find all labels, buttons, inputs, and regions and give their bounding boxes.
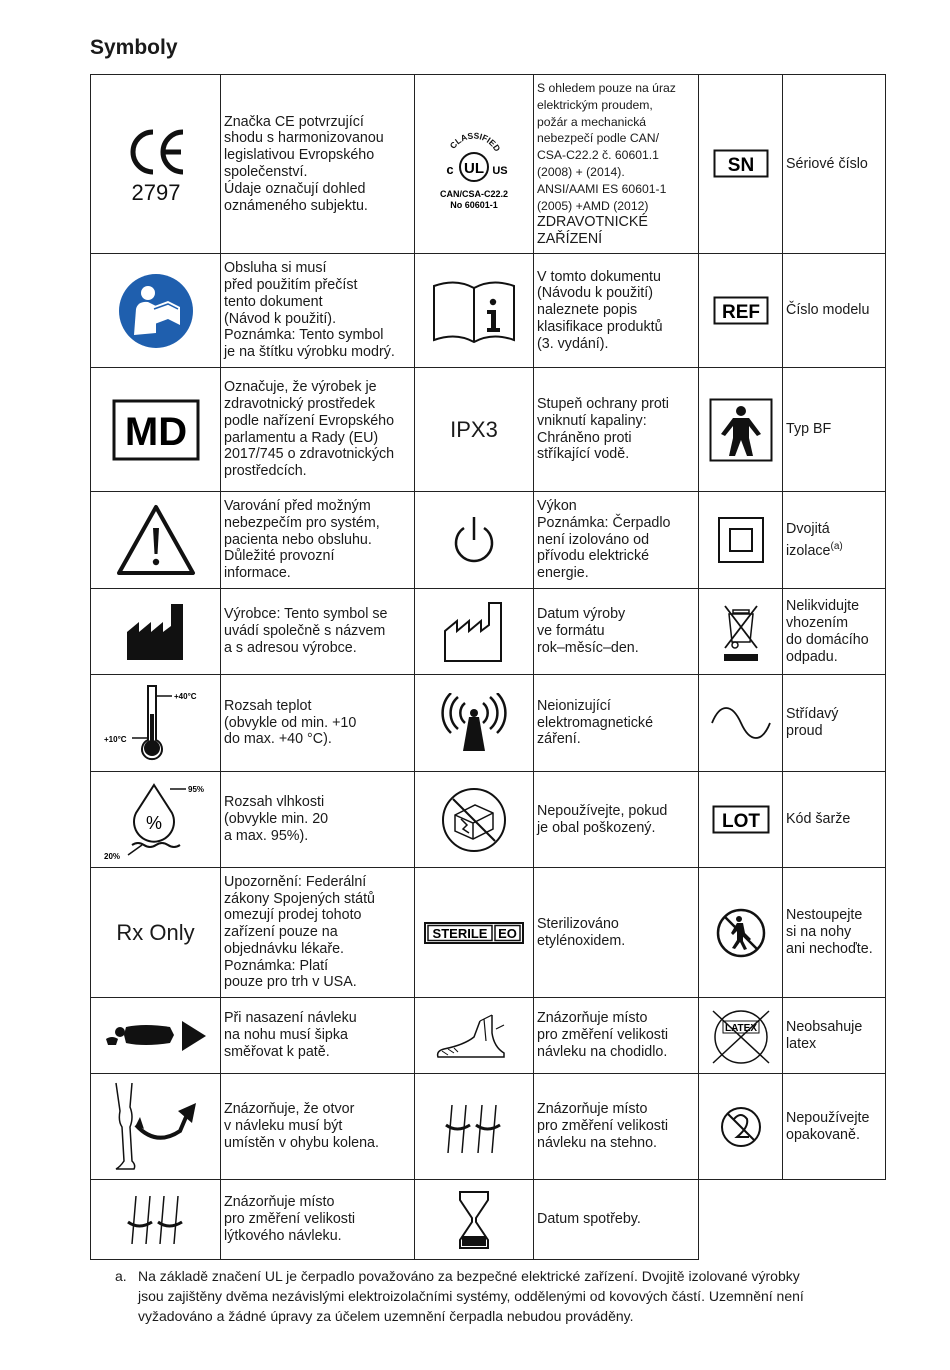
read-manual-icon xyxy=(118,273,194,349)
ref-cell xyxy=(699,254,783,368)
temperature-cell xyxy=(91,675,221,772)
temperature-range-icon xyxy=(104,684,208,762)
table-row xyxy=(91,772,886,868)
do-not-reuse-icon xyxy=(719,1105,763,1149)
radiation-cell xyxy=(415,675,534,772)
svg-text:REF: REF xyxy=(721,301,760,323)
svg-text:+40°C: +40°C xyxy=(173,692,197,701)
svg-text:c: c xyxy=(446,161,454,177)
info-book-icon xyxy=(431,278,517,344)
table-row xyxy=(91,589,886,675)
warning-cell xyxy=(91,492,221,589)
desc-cell: Stupeň ochrany proti vniknutí kapaliny: Chráněno proti stříkající vodě. xyxy=(534,368,699,492)
no-latex-icon xyxy=(709,1007,773,1065)
no-latex-cell xyxy=(699,998,783,1074)
desc-cell: Střídavý proud xyxy=(783,675,886,772)
table-row xyxy=(91,675,886,772)
svg-text:CLASSIFIED: CLASSIFIED xyxy=(447,129,503,153)
svg-text:UL: UL xyxy=(464,159,484,177)
foot-measure-icon xyxy=(434,1011,514,1061)
type-bf-icon xyxy=(709,398,773,462)
table-row xyxy=(91,75,886,254)
knee-opening-icon xyxy=(106,1081,206,1173)
double-insulation-icon xyxy=(717,516,765,564)
desc-cell: Znázorňuje místo pro změření velikosti návleku na chodidlo. xyxy=(534,998,699,1074)
damaged-package-cell xyxy=(415,772,534,868)
desc-cell: Nepoužívejte, pokud je obal poškozený. xyxy=(534,772,699,868)
ul-cell xyxy=(415,75,534,254)
power-cell xyxy=(415,492,534,589)
ce-cell xyxy=(91,75,221,254)
manufacturer-cell xyxy=(91,589,221,675)
svg-text:LOT: LOT xyxy=(721,810,760,832)
desc-cell: Nelikvidujte vhozením do domácího odpadu. xyxy=(783,589,886,675)
desc-cell: Znázorňuje místo pro změření velikosti návleku na stehno. xyxy=(534,1074,699,1180)
power-icon xyxy=(450,514,498,566)
desc-cell: Kód šarže xyxy=(783,772,886,868)
damaged-package-icon xyxy=(441,787,507,853)
desc-cell: Rozsah teplot (obvykle od min. +10 do max. +40 °C). xyxy=(221,675,415,772)
svg-text:US: US xyxy=(492,164,508,177)
desc-cell: Dvojitá izolace$^{(a)}$ xyxy=(783,492,886,589)
humidity-range-icon xyxy=(102,779,210,861)
weee-cell xyxy=(699,589,783,675)
rx-cell xyxy=(91,868,221,998)
desc-cell: Značka CE potvrzující shodu s harmonizovanou legislativou Evropského společenství. Údaje označují dohled oznámeného subjektu. xyxy=(221,75,415,254)
calf-cell xyxy=(91,1180,221,1260)
no-standing-cell xyxy=(699,868,783,998)
ce-mark-icon xyxy=(121,124,191,204)
date-manufacture-cell xyxy=(415,589,534,675)
table-row xyxy=(91,868,886,998)
svg-text:20%: 20% xyxy=(103,851,120,861)
ac-cell xyxy=(699,675,783,772)
page-title: Symboly xyxy=(90,36,178,59)
desc-cell: Při nasazení návleku na nohu musí šipka směřovat k patě. xyxy=(221,998,415,1074)
desc-cell: Obsluha si musí před použitím přečíst tento dokument (Návod k použití). Poznámka: Tento symbol je na štítku výrobku modrý. xyxy=(221,254,415,368)
svg-text:MD: MD xyxy=(124,409,187,454)
ref-icon xyxy=(713,296,769,326)
desc-cell: Rozsah vlhkosti (obvykle min. 20 a max. 95%). xyxy=(221,772,415,868)
desc-cell: Číslo modelu xyxy=(783,254,886,368)
type-bf-cell xyxy=(699,368,783,492)
desc-cell: S ohledem pouze na úraz elektrickým proudem, požár a mechanická nebezpečí podle CAN/ CSA-C22.2 č. 60601.1 (2008) + (2014). ANSI/AAMI ES 60601-1 (2005) +AMD (2012) ZDRAVOTNICKÉ ZAŘÍZENÍ xyxy=(534,75,699,254)
calf-measure-icon xyxy=(126,1192,186,1248)
svg-text:95%: 95% xyxy=(187,784,204,794)
desc-cell: Výkon Poznámka: Čerpadlo není izolováno od přívodu elektrické energie. xyxy=(534,492,699,589)
lot-icon xyxy=(712,805,770,835)
svg-text:%: % xyxy=(145,812,162,833)
md-cell xyxy=(91,368,221,492)
desc-cell: Neobsahuje latex xyxy=(783,998,886,1074)
arrow-to-heel-icon xyxy=(104,1019,208,1053)
svg-text:LATEX: LATEX xyxy=(724,1022,757,1034)
warning-icon xyxy=(116,504,196,576)
rx-only-icon: Rx Only xyxy=(116,919,195,945)
desc-cell: Datum výroby ve formátu rok–měsíc–den. xyxy=(534,589,699,675)
expiry-cell xyxy=(415,1180,534,1260)
svg-text:No 60601-1: No 60601-1 xyxy=(450,199,498,210)
alternating-current-icon xyxy=(710,703,772,743)
desc-cell: Datum spotřeby. xyxy=(534,1180,699,1260)
svg-text:CAN/CSA-C22.2: CAN/CSA-C22.2 xyxy=(439,188,509,199)
svg-text:+10°C: +10°C xyxy=(103,735,127,744)
weee-bin-icon xyxy=(721,600,761,664)
info-book-cell xyxy=(415,254,534,368)
desc-cell: Typ BF xyxy=(783,368,886,492)
table-row xyxy=(91,492,886,589)
desc-cell: V tomto dokumentu (Návodu k použití) naleznete popis klasifikace produktů (3. vydání). xyxy=(534,254,699,368)
symbols-table xyxy=(90,74,886,1260)
manufacturer-icon xyxy=(125,602,187,662)
sn-cell xyxy=(699,75,783,254)
expiry-hourglass-icon xyxy=(458,1190,490,1250)
lot-cell xyxy=(699,772,783,868)
desc-cell: Znázorňuje místo pro změření velikosti lýtkového návleku. xyxy=(221,1180,415,1260)
ce-number: 2797 xyxy=(131,180,180,204)
double-insulation-cell xyxy=(699,492,783,589)
footnote-text: Na základě značení UL je čerpadlo považováno za bezpečné elektrické zařízení. Dvojitě izolované výrobky jsou zajištěny dvěma nezávislými elektroizolačními systémy, oddělenými od kovových částí. Uzemnění není vyžadováno a žádné úpravy za účelem uzemnění čerpadla nebudou prováděny. xyxy=(138,1268,804,1324)
footnote-label: a. xyxy=(115,1268,127,1284)
svg-text:EO: EO xyxy=(498,925,517,941)
table-row xyxy=(91,1074,886,1180)
table-row xyxy=(91,254,886,368)
no-reuse-cell xyxy=(699,1074,783,1180)
md-icon xyxy=(112,399,200,461)
sn-icon xyxy=(713,149,769,179)
desc-cell: Znázorňuje, že otvor v návleku musí být umístěn v ohybu kolena. xyxy=(221,1074,415,1180)
thigh-cell xyxy=(415,1074,534,1180)
sterile-eo-icon xyxy=(424,922,524,944)
table-row xyxy=(91,1180,886,1260)
foot-measure-cell xyxy=(415,998,534,1074)
ipx3-icon: IPX3 xyxy=(450,416,498,442)
desc-cell: Nestoupejte si na nohy ani nechoďte. xyxy=(783,868,886,998)
desc-cell: Upozornění: Federální zákony Spojených států omezují prodej tohoto zařízení pouze na objednávku lékaře. Poznámka: Platí pouze pro trh v USA. xyxy=(221,868,415,998)
date-of-manufacture-icon xyxy=(443,601,505,663)
knee-cell xyxy=(91,1074,221,1180)
sterile-cell xyxy=(415,868,534,998)
desc-cell: Sériové číslo xyxy=(783,75,886,254)
ipx3-cell xyxy=(415,368,534,492)
desc-cell: Varování před možným nebezpečím pro systém, pacienta nebo obsluhu. Důležité provozní informace. xyxy=(221,492,415,589)
arrow-heel-cell xyxy=(91,998,221,1074)
desc-cell: Výrobce: Tento symbol se uvádí společně s názvem a s adresou výrobce. xyxy=(221,589,415,675)
ul-classified-icon xyxy=(424,117,524,212)
humidity-cell xyxy=(91,772,221,868)
svg-text:STERILE: STERILE xyxy=(432,925,488,941)
desc-cell: Neionizující elektromagnetické záření. xyxy=(534,675,699,772)
thigh-measure-icon xyxy=(444,1099,504,1155)
non-ionizing-radiation-icon xyxy=(441,693,507,753)
svg-text:SN: SN xyxy=(727,155,754,176)
table-row xyxy=(91,998,886,1074)
desc-cell: Označuje, že výrobek je zdravotnický prostředek podle nařízení Evropského parlamentu a Rady (EU) 2017/745 o zdravotnických prostředcích. xyxy=(221,368,415,492)
table-row xyxy=(91,368,886,492)
desc-cell: Sterilizováno etylénoxidem. xyxy=(534,868,699,998)
desc-cell: Nepoužívejte opakovaně. xyxy=(783,1074,886,1180)
read-manual-cell xyxy=(91,254,221,368)
no-standing-walking-icon xyxy=(715,907,767,959)
